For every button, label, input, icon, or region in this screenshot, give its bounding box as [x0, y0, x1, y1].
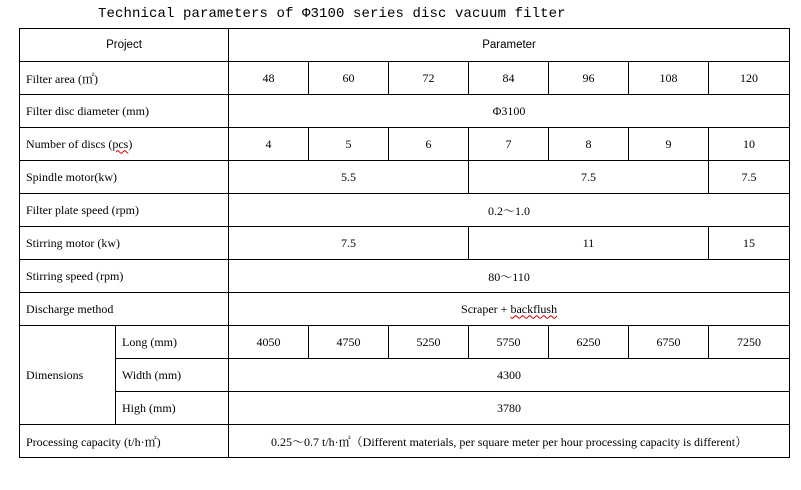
disc-diameter-value: Φ3100: [229, 95, 790, 128]
disc-diameter-row: [20, 95, 790, 128]
filter-area-value: 120: [709, 62, 790, 95]
plate-speed-value: 0.2～1.0: [229, 194, 790, 227]
stirring-motor-value: 15: [709, 227, 790, 260]
spindle-motor-value: 7.5: [709, 161, 790, 194]
stirring-motor-label: Stirring motor (kw): [20, 227, 229, 260]
long-value: 7250: [709, 326, 790, 359]
stirring-motor-value: 7.5: [229, 227, 469, 260]
long-label: Long (mm): [116, 326, 229, 359]
table-title: Technical parameters of Φ3100 series disc vacuum filter: [98, 6, 566, 22]
disc-diameter-label: Filter disc diameter (mm): [20, 95, 229, 128]
discharge-value-pre: Scraper +: [461, 301, 511, 316]
filter-area-value: 48: [229, 62, 309, 95]
discs-value: 4: [229, 128, 309, 161]
spindle-motor-value: 5.5: [229, 161, 469, 194]
stirring-motor-value: 11: [469, 227, 709, 260]
parameters-table: [19, 28, 790, 458]
dimensions-long-row: [20, 326, 790, 359]
filter-area-value: 60: [309, 62, 389, 95]
long-value: 4750: [309, 326, 389, 359]
long-value: 5750: [469, 326, 549, 359]
project-header: Project: [20, 29, 229, 62]
filter-area-value: 108: [629, 62, 709, 95]
processing-capacity-label: Processing capacity (t/h·㎡): [20, 425, 229, 458]
discharge-method-label: Discharge method: [20, 293, 229, 326]
filter-area-value: 72: [389, 62, 469, 95]
processing-capacity-value: 0.25～0.7 t/h·㎡（Different materials, per square meter per hour processing capacity is different）: [229, 425, 790, 458]
stirring-speed-label: Stirring speed (rpm): [20, 260, 229, 293]
high-value: 3780: [229, 392, 790, 425]
discs-value: 5: [309, 128, 389, 161]
filter-area-value: 84: [469, 62, 549, 95]
spellcheck-marked-word: backflush: [510, 301, 558, 316]
dimensions-width-row: [20, 359, 790, 392]
discharge-method-value: [229, 293, 790, 326]
spindle-motor-label: Spindle motor(kw): [20, 161, 229, 194]
long-value: 5250: [389, 326, 469, 359]
number-of-discs-label-pre: Number of discs (: [26, 136, 113, 151]
discs-value: 7: [469, 128, 549, 161]
width-label: Width (mm): [116, 359, 229, 392]
filter-area-value: 96: [549, 62, 629, 95]
stirring-motor-row: [20, 227, 790, 260]
number-of-discs-label: [20, 128, 229, 161]
discs-value: 8: [549, 128, 629, 161]
long-value: 6250: [549, 326, 629, 359]
spindle-motor-row: [20, 161, 790, 194]
spellcheck-marked-word: pcs: [112, 136, 129, 151]
number-of-discs-label-post: ): [128, 136, 133, 151]
discs-value: 6: [389, 128, 469, 161]
dimensions-label: Dimensions: [20, 326, 116, 425]
long-value: 6750: [629, 326, 709, 359]
filter-area-row: [20, 62, 790, 95]
dimensions-high-row: [20, 392, 790, 425]
filter-area-label: Filter area (㎡): [20, 62, 229, 95]
long-value: 4050: [229, 326, 309, 359]
plate-speed-row: [20, 194, 790, 227]
number-of-discs-row: [20, 128, 790, 161]
stirring-speed-value: 80～110: [229, 260, 790, 293]
processing-capacity-row: [20, 425, 790, 458]
discs-value: 9: [629, 128, 709, 161]
discs-value: 10: [709, 128, 790, 161]
spindle-motor-value: 7.5: [469, 161, 709, 194]
plate-speed-label: Filter plate speed (rpm): [20, 194, 229, 227]
parameter-header: Parameter: [229, 29, 790, 62]
high-label: High (mm): [116, 392, 229, 425]
header-row: [20, 29, 790, 62]
stirring-speed-row: [20, 260, 790, 293]
width-value: 4300: [229, 359, 790, 392]
discharge-method-row: [20, 293, 790, 326]
